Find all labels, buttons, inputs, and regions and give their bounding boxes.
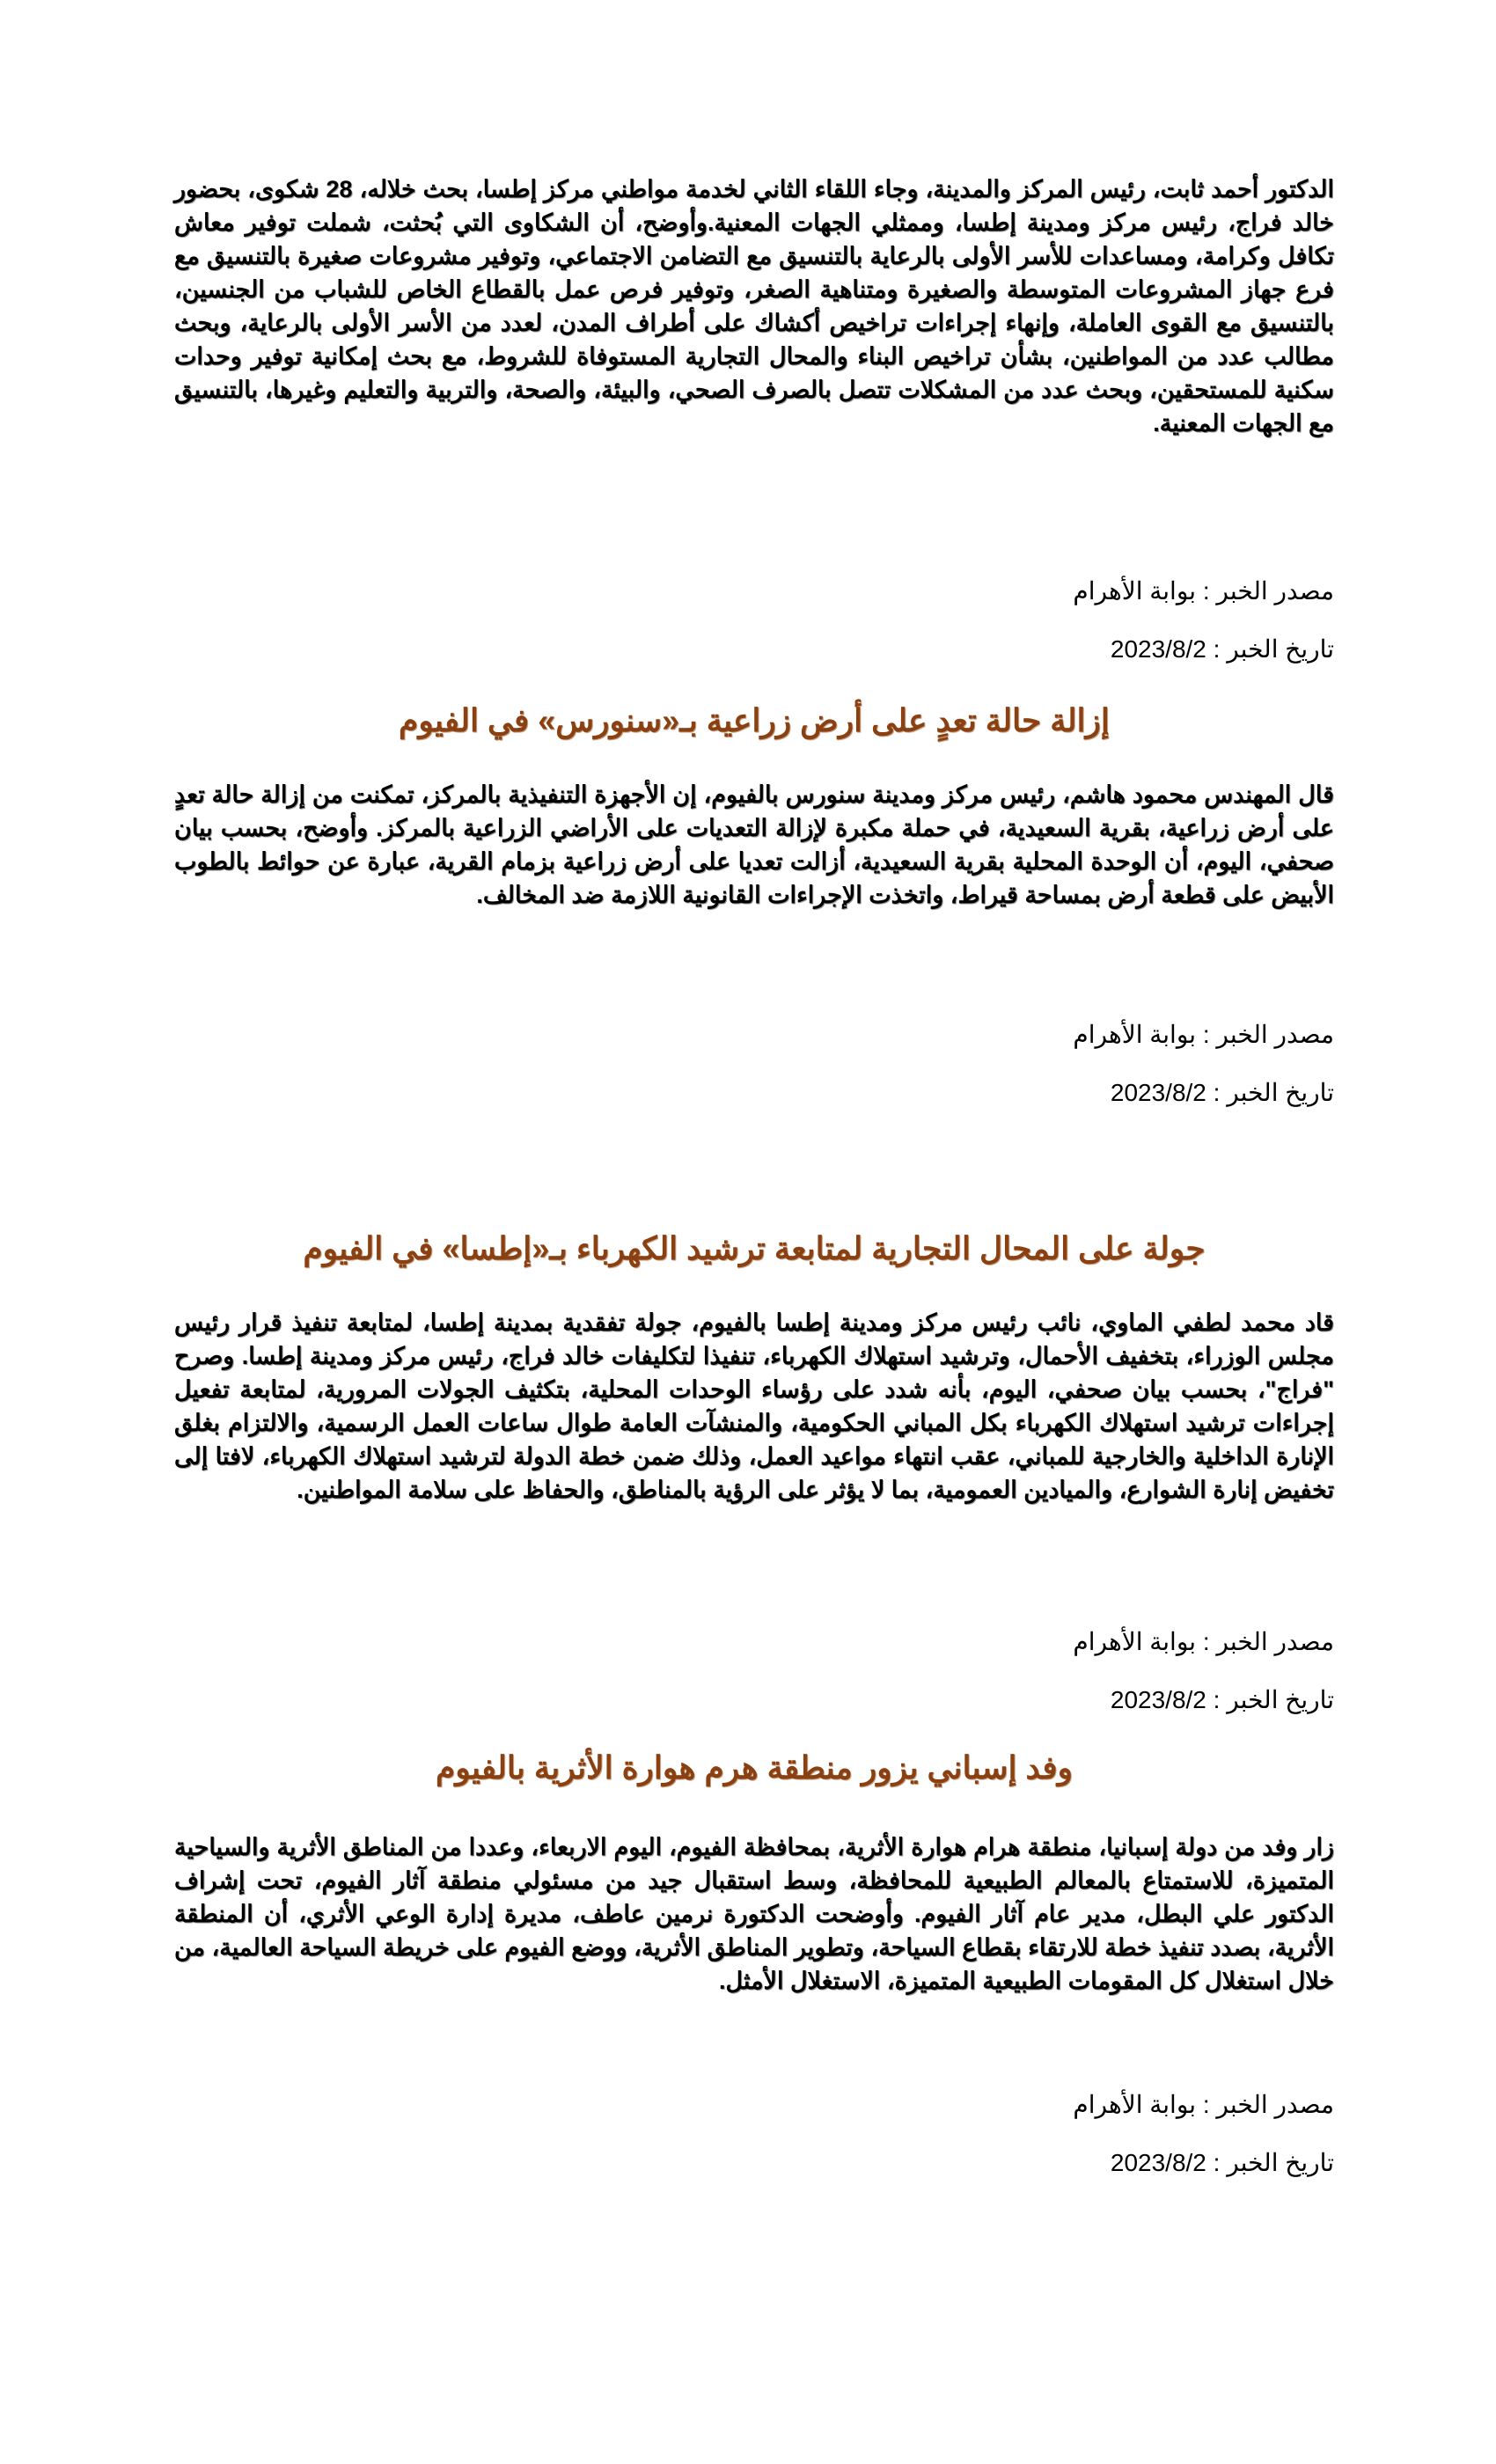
article-2-headline: إزالة حالة تعدٍ على أرض زراعية بـ«سنورس» في الفيوم bbox=[399, 702, 1110, 738]
article-4-body: زار وفد من دولة إسبانيا، منطقة هرام هوارة الأثرية، بمحافظة الفيوم، اليوم الاربعاء، وعددا من المناطق الأثرية والسياحية المتميزة، للاستمتاع بالمعالم الطبيعية للمحافظة، وسط استقبال جيد من مسئولي منطقة آثار الفيوم، تحت إشراف الدكتور علي البطل، مدير عام آثار الفيوم. وأوضحت الدكتورة نرمين عاطف، مديرة إدارة الوعي الأثري، أن المنطقة الأثرية، بصدد تنفيذ خطة للارتقاء بقطاع السياحة، وتطوير المناطق الأثرية، ووضع الفيوم على خريطة السياحة العالمية، من خلال استغلال كل المقومات الطبيعية المتميزة، الاستغلال الأمثل. bbox=[174, 1834, 1334, 1994]
article-1-date: تاريخ الخبر : 2023/8/2 bbox=[1110, 635, 1334, 663]
article-3-headline: جولة على المحال التجارية لمتابعة ترشيد الكهرباء بـ«إطسا» في الفيوم bbox=[303, 1230, 1206, 1266]
article-3-body: قاد محمد لطفي الماوي، نائب رئيس مركز ومدينة إطسا بالفيوم، جولة تفقدية بمدينة إطسا، لمتابعة تنفيذ قرار رئيس مجلس الوزراء، بتخفيف الأحمال، وترشيد استهلاك الكهرباء، تنفيذا لتكليفات خالد فراج، رئيس مركز ومدينة إطسا. وصرح "فراج"، بحسب بيان صحفي، اليوم، بأنه شدد على رؤساء الوحدات المحلية، بتكثيف الجولات المرورية، لمتابعة تفعيل إجراءات ترشيد استهلاك الكهرباء بكل المباني الحكومية، والمنشآت العامة طوال ساعات العمل الرسمية، والالتزام بغلق الإنارة الداخلية والخارجية للمباني، عقب انتهاء مواعيد العمل، وذلك ضمن خطة الدولة لترشيد استهلاك الكهرباء، لافتا إلى تخفيض إنارة الشوارع، والميادين العمومية، بما لا يؤثر على الرؤية بالمناطق، والحفاظ على سلامة المواطنين. bbox=[174, 1309, 1334, 1503]
article-2-date: تاريخ الخبر : 2023/8/2 bbox=[1110, 1079, 1334, 1106]
article-4-headline: وفد إسباني يزور منطقة هرم هوارة الأثرية بالفيوم bbox=[436, 1749, 1073, 1786]
article-3-source: مصدر الخبر : بوابة الأهرام bbox=[1073, 1628, 1334, 1655]
article-2-source: مصدر الخبر : بوابة الأهرام bbox=[1073, 1021, 1334, 1048]
article-3-date: تاريخ الخبر : 2023/8/2 bbox=[1110, 1686, 1334, 1713]
article-1-source: مصدر الخبر : بوابة الأهرام bbox=[1073, 577, 1334, 605]
article-1-body: الدكتور أحمد ثابت، رئيس المركز والمدينة، وجاء اللقاء الثاني لخدمة مواطني مركز إطسا، بحث خلاله، 28 شكوى، بحضور خالد فراج، رئيس مركز ومدينة إطسا، وممثلي الجهات المعنية.وأوضح، أن الشكاوى التي بُحثت، شملت توفير معاش تكافل وكرامة، ومساعدات للأسر الأولى بالرعاية بالتنسيق مع التضامن الاجتماعي، وتوفير مشروعات صغيرة بالتنسيق مع فرع جهاز المشروعات المتوسطة والصغيرة ومتناهية الصغر، وتوفير فرص عمل بالقطاع الخاص للشباب من الجنسين، بالتنسيق مع القوى العاملة، وإنهاء إجراءات تراخيص أكشاك على أطراف المدن، لعدد من الأسر الأولى بالرعاية، وبحث مطالب عدد من المواطنين، بشأن تراخيص البناء والمحال التجارية المستوفاة للشروط، مع بحث إمكانية توفير وحدات سكنية للمستحقين، وبحث عدد من المشكلات تتصل بالصرف الصحي، والبيئة، والصحة، والتربية والتعليم وغيرها، بالتنسيق مع الجهات المعنية. bbox=[174, 176, 1334, 436]
article-4-date: تاريخ الخبر : 2023/8/2 bbox=[1110, 2149, 1334, 2176]
article-2-body: قال المهندس محمود هاشم، رئيس مركز ومدينة سنورس بالفيوم، إن الأجهزة التنفيذية بالمركز، تمكنت من إزالة حالة تعدٍ على أرض زراعية، بقرية السعيدية، في حملة مكبرة لإزالة التعديات على الأراضي الزراعية بالمركز. وأوضح، بحسب بيان صحفي، اليوم، أن الوحدة المحلية بقرية السعيدية، أزالت تعديا على أرض زراعية بزمام القرية، عبارة عن حوائط بالطوب الأبيض على قطعة أرض بمساحة قيراط، واتخذت الإجراءات القانونية اللازمة ضد المخالف. bbox=[174, 781, 1334, 908]
article-4-source: مصدر الخبر : بوابة الأهرام bbox=[1073, 2091, 1334, 2118]
document-page bbox=[174, 0, 1334, 2464]
